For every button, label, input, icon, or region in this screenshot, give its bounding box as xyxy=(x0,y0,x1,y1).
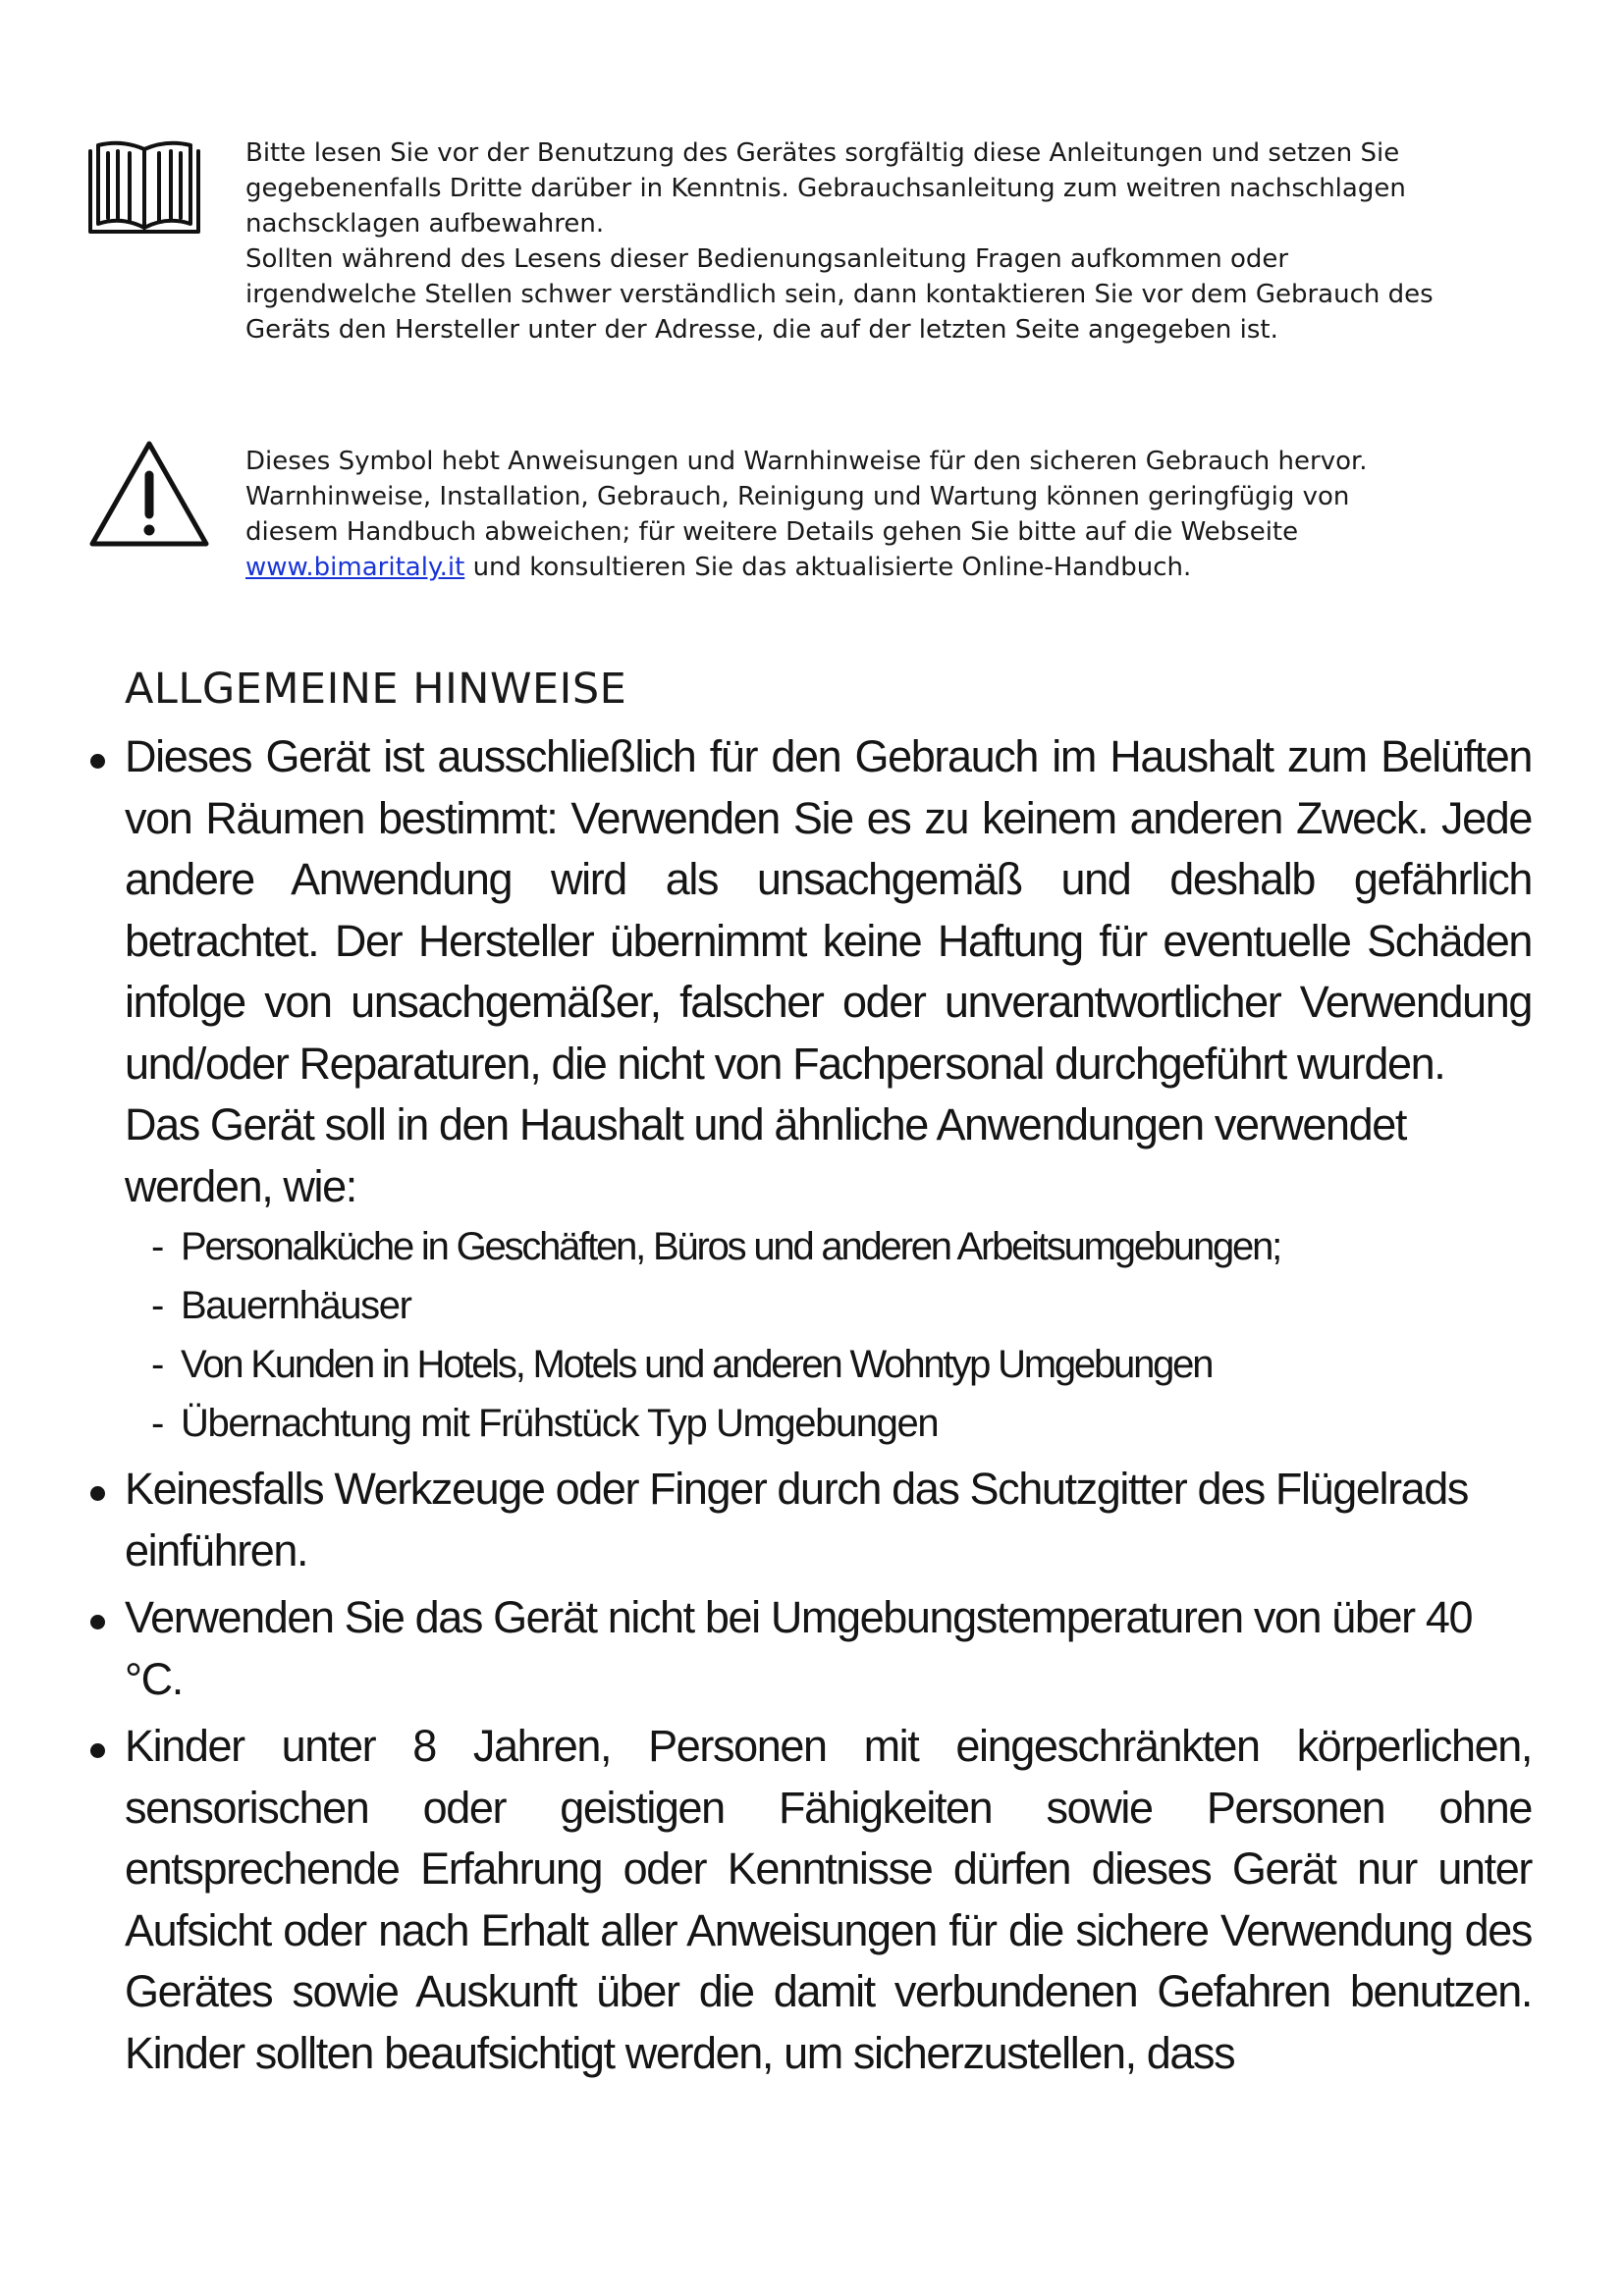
item-4-text: Kinder unter 8 Jahren, Personen mit eingeschränkten körperlichen, sensorischen oder geistigen Fähigkeiten sowie Personen ohne entsprechende Erfahrung oder Kenntnisse dürfen dieses Gerät nur unter Aufsicht oder nach Erhalt aller Anweisungen für die sichere Verwendung des Gerätes sowie Auskunft über die damit verbundenen Gefahren benutzen. Kinder sollten beaufsichtigt werden, um sicherzustellen, dass xyxy=(125,1721,1532,2078)
sub-list-item: - Von Kunden in Hotels, Motels und anderen Wohntyp Umgebungen xyxy=(125,1335,1532,1394)
item-3-text: Verwenden Sie das Gerät nicht bei Umgebungstemperaturen von über 40 °C. xyxy=(125,1592,1473,1704)
open-book-icon xyxy=(86,139,202,236)
intro-read-text-1: Bitte lesen Sie vor der Benutzung des Gerätes sorgfältig diese Anleitungen und setzen Sie gegebenenfalls Dritte darüber in Kenntnis. Gebrauchsanleitung zum weitren nachschlagen nachscklagen aufbewahren. xyxy=(245,138,1406,239)
dash-icon: - xyxy=(151,1402,163,1445)
intro-warning-note xyxy=(245,444,1443,585)
intro-warning-text xyxy=(245,444,1443,585)
list-item xyxy=(79,726,1532,1453)
intro-read-instructions xyxy=(245,135,1443,347)
bullet-icon xyxy=(90,1743,105,1758)
list-item xyxy=(79,1716,1532,2084)
dash-icon: - xyxy=(151,1225,163,1268)
section-heading: ALLGEMEINE HINWEISE xyxy=(125,665,627,714)
usage-sub-list xyxy=(125,1217,1532,1453)
list-item xyxy=(79,1459,1532,1581)
warning-text-after-link: und konsultieren Sie das aktualisierte Online-Handbuch. xyxy=(472,553,1192,582)
item-2-text: Keinesfalls Werkzeuge oder Finger durch das Schutzgitter des Flügelrads einführen. xyxy=(125,1464,1469,1575)
dash-icon: - xyxy=(151,1284,163,1327)
bullet-icon xyxy=(90,1615,105,1629)
bullet-icon xyxy=(90,754,105,769)
website-link[interactable]: www.bimaritaly.it xyxy=(245,553,465,582)
bullet-icon xyxy=(90,1486,105,1501)
sub-list-item: - Bauernhäuser xyxy=(125,1276,1532,1335)
list-item xyxy=(79,1587,1532,1710)
general-notes-list xyxy=(79,726,1532,2084)
warning-triangle-icon xyxy=(86,436,212,552)
item-1-paragraph-2: Das Gerät soll in den Haushalt und ähnliche Anwendungen verwendet werden, wie: xyxy=(125,1099,1406,1211)
item-1-paragraph-1: Dieses Gerät ist ausschließlich für den Gebrauch im Haushalt zum Belüften von Räumen bestimmt: Verwenden Sie es zu keinem anderen Zweck. Jede andere Anwendung wird als unsachgemäß und deshalb gefährlich betrachtet. Der Hersteller übernimmt keine Haftung für eventuelle Schäden infolge von unsachgemäßer, falscher oder unverantwortlicher Verwendung und/oder Reparaturen, die nicht von Fachpersonal durchgeführt wurden. xyxy=(125,731,1532,1089)
warning-text-before-link: Dieses Symbol hebt Anweisungen und Warnhinweise für den sicheren Gebrauch hervor. Warnhinweise, Installation, Gebrauch, Reinigung und Wartung können geringfügig von diesem Handbuch abweichen; für weitere Details gehen Sie bitte auf die Webseite xyxy=(245,447,1368,547)
sub-list-item: - Übernachtung mit Frühstück Typ Umgebungen xyxy=(125,1394,1532,1453)
intro-read-text-2: Sollten während des Lesens dieser Bedienungsanleitung Fragen aufkommen oder irgendwelche Stellen schwer verständlich sein, dann kontaktieren Sie vor dem Gebrauch des Geräts den Hersteller unter der Adresse, die auf der letzten Seite angegeben ist. xyxy=(245,244,1434,345)
dash-icon: - xyxy=(151,1343,163,1386)
sub-list-item: - Personalküche in Geschäften, Büros und anderen Arbeitsumgebungen; xyxy=(125,1217,1532,1276)
